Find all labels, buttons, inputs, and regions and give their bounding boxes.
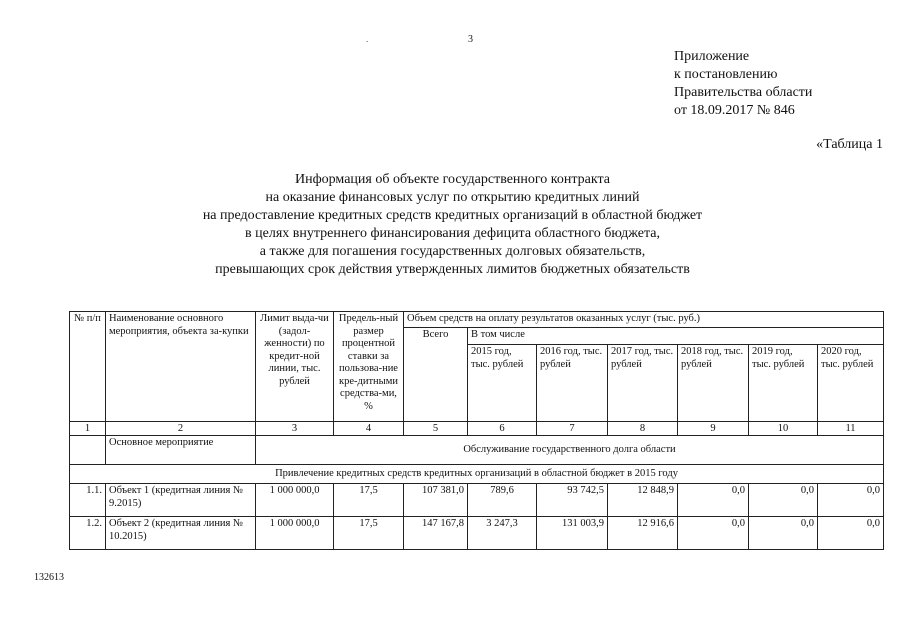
- row-2015: 3 247,3: [468, 517, 537, 550]
- appendix-line: от 18.09.2017 № 846: [674, 103, 795, 118]
- title-line: на оказание финансовых услуг по открытию кредитных линий: [265, 190, 640, 205]
- row-2018: 0,0: [678, 484, 749, 517]
- row-2017: 12 848,9: [608, 484, 678, 517]
- table-reference: «Таблица 1: [816, 137, 883, 152]
- row-2015: 789,6: [468, 484, 537, 517]
- main-event-row: [70, 436, 884, 465]
- header-rate: Предель-ный размер процентной ставки за пользова-ние кре-дитными средства-ми, %: [334, 312, 404, 422]
- header-2015: 2015 год, тыс. рублей: [468, 345, 537, 422]
- column-number: 9: [678, 422, 749, 436]
- empty-cell: [70, 436, 106, 465]
- title-line: Информация об объекте государственного контракта: [294, 172, 611, 187]
- row-2020: 0,0: [818, 517, 884, 550]
- table-row: [70, 517, 884, 550]
- header-dot: .: [366, 34, 369, 44]
- footer-code: 132613: [34, 572, 64, 583]
- row-2016: 93 742,5: [537, 484, 608, 517]
- row-rate: 17,5: [334, 517, 404, 550]
- row-total: 147 167,8: [404, 517, 468, 550]
- row-num: 1.2.: [70, 517, 106, 550]
- header-2019: 2019 год, тыс. рублей: [749, 345, 818, 422]
- header-2017: 2017 год, тыс. рублей: [608, 345, 678, 422]
- section-label: Привлечение кредитных средств кредитных организаций в областной бюджет в 2015 году: [70, 465, 884, 484]
- row-2018: 0,0: [678, 517, 749, 550]
- header-2018: 2018 год, тыс. рублей: [678, 345, 749, 422]
- column-number: 8: [608, 422, 678, 436]
- column-number: 2: [106, 422, 256, 436]
- appendix-line: к постановлению: [674, 67, 778, 82]
- row-total: 107 381,0: [404, 484, 468, 517]
- title-line: а также для погашения государственных долговых обязательств,: [259, 244, 646, 259]
- header-total: Всего: [404, 328, 468, 422]
- header-name: Наименование основного мероприятия, объекта за-купки: [106, 312, 256, 422]
- header-2016: 2016 год, тыс. рублей: [537, 345, 608, 422]
- column-number: 7: [537, 422, 608, 436]
- row-name: Объект 2 (кредитная линия № 10.2015): [106, 517, 256, 550]
- column-number: 10: [749, 422, 818, 436]
- title-line: на предоставление кредитных средств кредитных организаций в областной бюджет: [202, 208, 703, 223]
- row-2020: 0,0: [818, 484, 884, 517]
- row-2019: 0,0: [749, 484, 818, 517]
- column-number-row: [70, 422, 884, 436]
- section-row: [70, 465, 884, 484]
- column-number: 6: [468, 422, 537, 436]
- title-line: в целях внутреннего финансирования дефицита областного бюджета,: [245, 226, 660, 241]
- row-2016: 131 003,9: [537, 517, 608, 550]
- document-title: [0, 171, 905, 279]
- appendix-line: Правительства области: [674, 85, 813, 100]
- page-number: 3: [468, 34, 473, 45]
- row-limit: 1 000 000,0: [256, 484, 334, 517]
- row-limit: 1 000 000,0: [256, 517, 334, 550]
- header-volume: Объем средств на оплату результатов оказанных услуг (тыс. руб.): [404, 312, 884, 328]
- header-row: [70, 312, 884, 328]
- column-number: 1: [70, 422, 106, 436]
- appendix-line: Приложение: [674, 49, 750, 64]
- row-name: Объект 1 (кредитная линия № 9.2015): [106, 484, 256, 517]
- title-line: превышающих срок действия утвержденных лимитов бюджетных обязательств: [215, 262, 690, 277]
- main-event-value: Обслуживание государственного долга области: [256, 436, 884, 465]
- column-number: 5: [404, 422, 468, 436]
- row-2019: 0,0: [749, 517, 818, 550]
- row-num: 1.1.: [70, 484, 106, 517]
- header-num: № п/п: [70, 312, 106, 422]
- appendix-block: [674, 48, 812, 120]
- main-event-label: Основное мероприятие: [106, 436, 256, 465]
- header-limit: Лимит выда-чи (задол-женности) по кредит-ной линии, тыс. рублей: [256, 312, 334, 422]
- contract-table: [69, 311, 884, 550]
- column-number: 4: [334, 422, 404, 436]
- row-rate: 17,5: [334, 484, 404, 517]
- header-2020: 2020 год, тыс. рублей: [818, 345, 884, 422]
- header-including: В том числе: [468, 328, 884, 345]
- column-number: 11: [818, 422, 884, 436]
- column-number: 3: [256, 422, 334, 436]
- row-2017: 12 916,6: [608, 517, 678, 550]
- table-row: [70, 484, 884, 517]
